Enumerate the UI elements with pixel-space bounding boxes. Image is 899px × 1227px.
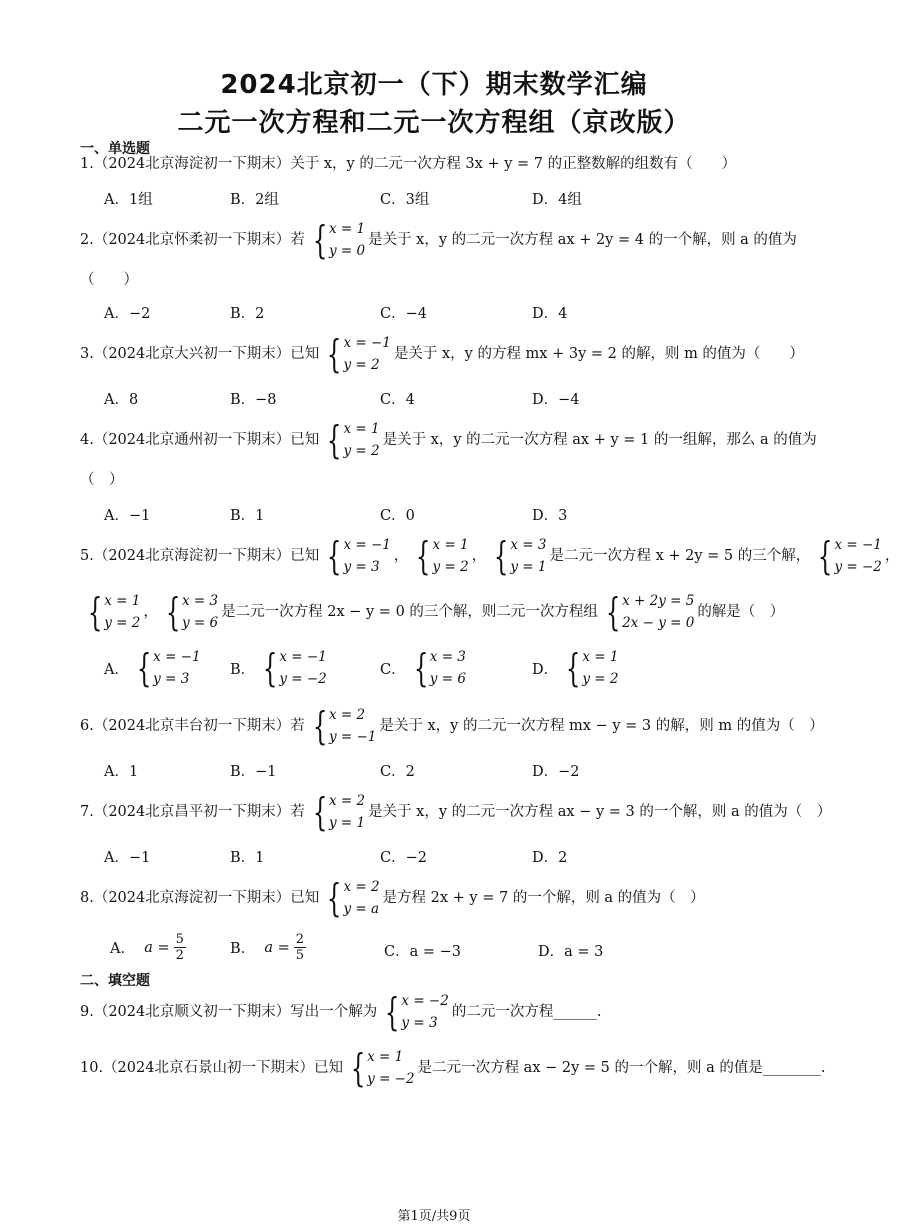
equation-row: x = 3 xyxy=(429,649,466,665)
equation-row: x = 1 xyxy=(432,537,469,553)
option-b: B．−1 xyxy=(230,764,277,780)
option-a: A．1 xyxy=(104,764,139,780)
question-text: 是关于 x，y 的二元一次方程 mx − y = 3 的解，则 m 的值为（ ） xyxy=(379,718,824,734)
question-text: 是关于 x，y 的方程 mx + 3y = 2 的解，则 m 的值为（ ） xyxy=(393,346,804,362)
equation-system: { x = 1 y = 2 xyxy=(416,534,469,578)
option-a: A．−2 xyxy=(104,306,151,322)
equation-row: y = 3 xyxy=(153,671,190,687)
question-text: 7.（2024北京昌平初一下期末）若 xyxy=(80,804,305,820)
equation-row: x = 1 xyxy=(343,421,380,437)
option-d: D．−4 xyxy=(532,392,580,408)
equation-row: y = 3 xyxy=(343,559,380,575)
equation-row: x = 1 xyxy=(582,649,619,665)
option-label: B． xyxy=(230,941,256,957)
equation-row: x = −1 xyxy=(343,537,391,553)
equation-row: x = −1 xyxy=(343,335,391,351)
option-b: B．2组 xyxy=(230,192,279,208)
denominator: 2 xyxy=(175,948,184,963)
option-d: D．2 xyxy=(532,850,568,866)
fraction xyxy=(294,932,306,963)
option-a xyxy=(110,932,186,963)
equation-system: { x = 1 y = −2 xyxy=(350,1046,415,1090)
question-text: 是方程 2x + y = 7 的一个解，则 a 的值为（ ） xyxy=(382,890,705,906)
option-d: D．3 xyxy=(532,508,568,524)
equation-system: { x = 2 y = a xyxy=(327,876,380,920)
equation-row: x = 1 xyxy=(104,593,141,609)
equation-row: x = 2 xyxy=(343,879,380,895)
equation-system: { x = 1 y = 2 xyxy=(565,646,619,690)
option-d: D．4 xyxy=(532,306,568,322)
equation-row: y = −2 xyxy=(834,559,882,575)
option-b: B．1 xyxy=(230,850,265,866)
equation-row: x = −1 xyxy=(279,649,327,665)
option-a xyxy=(104,646,204,690)
option-a: A．1组 xyxy=(104,192,153,208)
denominator: 5 xyxy=(295,948,305,963)
equation-system: { x = −1 y = −2 xyxy=(262,646,327,690)
equation-row: 2x − y = 0 xyxy=(622,615,695,631)
option-equation: a = xyxy=(264,939,290,956)
question-1 xyxy=(80,154,736,174)
equation-row: y = 1 xyxy=(328,815,366,831)
section-single-choice: 一、单选题 xyxy=(80,141,150,157)
equation-row: x = 2 xyxy=(328,793,366,809)
option-a: A．−1 xyxy=(104,508,151,524)
option-c: C．0 xyxy=(380,508,415,524)
equation-system: { x = 3 y = 6 xyxy=(413,646,466,690)
equation-row: y = −2 xyxy=(367,1071,415,1087)
option-c: C．4 xyxy=(380,392,415,408)
equation-row: x = −1 xyxy=(153,649,201,665)
equation-row: y = 2 xyxy=(104,615,141,631)
equation-row: x = 1 xyxy=(367,1049,404,1065)
equation-row: y = 1 xyxy=(510,559,547,575)
question-text: 是二元一次方程 x + 2y = 5 的三个解， xyxy=(549,548,811,564)
question-3 xyxy=(80,332,804,376)
equation-row: x = −2 xyxy=(401,993,449,1009)
question-text: 8.（2024北京海淀初一下期末）已知 xyxy=(80,890,320,906)
question-text: 10.（2024北京石景山初一下期末）已知 xyxy=(80,1060,343,1076)
equation-row: y = 2 xyxy=(343,443,380,459)
question-text: 5.（2024北京海淀初一下期末）已知 xyxy=(80,548,320,564)
equation-row: y = 6 xyxy=(429,671,466,687)
option-d: D．4组 xyxy=(532,192,582,208)
question-2 xyxy=(80,218,797,262)
question-text: 9.（2024北京顺义初一下期末）写出一个解为 xyxy=(80,1004,378,1020)
equation-row: x + 2y = 5 xyxy=(622,593,695,609)
question-4 xyxy=(80,418,817,462)
numerator: 5 xyxy=(175,932,184,947)
equation-row: x = 3 xyxy=(182,593,219,609)
separator: ， xyxy=(471,548,487,564)
equation-row: y = −1 xyxy=(328,729,377,745)
fraction xyxy=(174,932,186,963)
equation-system: { x = 2 y = −1 xyxy=(312,704,377,748)
option-c: C．−4 xyxy=(380,306,427,322)
equation-system: { x = 3 y = 6 xyxy=(165,590,219,634)
option-d xyxy=(532,646,621,690)
equation-system: { x = 1 y = 2 xyxy=(327,418,380,462)
separator: ， xyxy=(393,548,409,564)
question-4-blank: （ ） xyxy=(80,472,124,488)
question-text: 是二元一次方程 ax − 2y = 5 的一个解，则 a 的值是________. xyxy=(417,1060,826,1076)
question-text: 是关于 x，y 的二元一次方程 ax + y = 1 的一组解，那么 a 的值为 xyxy=(382,432,817,448)
option-a: A．8 xyxy=(104,392,139,408)
option-label: B． xyxy=(230,661,256,678)
equation-system: { x = 2 y = 1 xyxy=(312,790,366,834)
separator: ， xyxy=(884,548,899,564)
option-c: C．a = −3 xyxy=(384,944,461,960)
equation-row: y = 2 xyxy=(343,357,380,373)
page-number: 第1页/共9页 xyxy=(397,1209,471,1224)
option-c: C．−2 xyxy=(380,850,427,866)
option-a: A．−1 xyxy=(104,850,151,866)
question-text: 1.（2024北京海淀初一下期末）关于 x，y 的二元一次方程 3x + y = 7 的正整数解的组数有（ ） xyxy=(80,156,737,172)
equation-row: x = 1 xyxy=(328,221,366,237)
question-8 xyxy=(80,876,705,920)
question-text: 是关于 x，y 的二元一次方程 ax − y = 3 的一个解，则 a 的值为（ ） xyxy=(368,804,832,820)
option-c: C．2 xyxy=(380,764,415,780)
equation-system: { x = 1 y = 0 xyxy=(312,218,366,262)
section-fill-blank: 二、填空题 xyxy=(80,973,150,989)
equation-system: { x + 2y = 5 2x − y = 0 xyxy=(605,590,695,634)
equation-row: y = 2 xyxy=(432,559,469,575)
option-b xyxy=(230,646,330,690)
equation-row: y = 0 xyxy=(328,243,366,259)
question-text: 的二元一次方程______. xyxy=(451,1004,602,1020)
question-text: 2.（2024北京怀柔初一下期末）若 xyxy=(80,232,305,248)
option-label: D． xyxy=(532,661,559,678)
option-label: A． xyxy=(110,941,135,957)
question-5 xyxy=(80,534,899,578)
option-d: D．a = 3 xyxy=(538,944,604,960)
option-equation: a = xyxy=(144,939,170,956)
equation-row: y = 3 xyxy=(401,1015,438,1031)
equation-row: x = −1 xyxy=(834,537,882,553)
question-text: 是关于 x，y 的二元一次方程 ax + 2y = 4 的一个解，则 a 的值为 xyxy=(368,232,797,248)
option-b xyxy=(230,932,306,963)
equation-row: y = 2 xyxy=(582,671,619,687)
question-2-blank: （ ） xyxy=(80,272,138,288)
equation-row: x = 3 xyxy=(510,537,547,553)
question-text: 4.（2024北京通州初一下期末）已知 xyxy=(80,432,320,448)
option-b: B．2 xyxy=(230,306,265,322)
question-text: 3.（2024北京大兴初一下期末）已知 xyxy=(80,346,320,362)
page-subtitle: 二元一次方程和二元一次方程组（京改版） xyxy=(177,108,691,138)
question-9 xyxy=(80,990,601,1034)
question-7 xyxy=(80,790,831,834)
equation-system: { x = −2 y = 3 xyxy=(385,990,449,1034)
equation-row: y = a xyxy=(343,901,380,917)
equation-system: { x = 3 y = 1 xyxy=(494,534,547,578)
question-text: 的解是（ ） xyxy=(697,604,785,620)
numerator: 2 xyxy=(295,932,305,947)
question-text: 是二元一次方程 2x − y = 0 的三个解，则二元一次方程组 xyxy=(221,604,598,620)
equation-system: { x = −1 y = 3 xyxy=(327,534,391,578)
option-b: B．1 xyxy=(230,508,265,524)
page-title: 2024北京初一（下）期末数学汇编 xyxy=(220,70,648,100)
option-b: B．−8 xyxy=(230,392,277,408)
question-text: 6.（2024北京丰台初一下期末）若 xyxy=(80,718,305,734)
option-c xyxy=(380,646,469,690)
equation-system: { x = −1 y = −2 xyxy=(818,534,882,578)
equation-row: x = 2 xyxy=(328,707,366,723)
option-d: D．−2 xyxy=(532,764,580,780)
question-5-continued xyxy=(80,590,784,634)
option-label: C． xyxy=(380,661,406,678)
equation-row: y = −2 xyxy=(279,671,327,687)
option-label: A． xyxy=(104,661,129,678)
question-6 xyxy=(80,704,824,748)
equation-system: { x = 1 y = 2 xyxy=(87,590,141,634)
separator: ， xyxy=(143,604,158,620)
question-10 xyxy=(80,1046,825,1090)
option-c: C．3组 xyxy=(380,192,430,208)
equation-system: { x = −1 y = 3 xyxy=(136,646,201,690)
equation-row: y = 6 xyxy=(182,615,219,631)
equation-system: { x = −1 y = 2 xyxy=(327,332,391,376)
